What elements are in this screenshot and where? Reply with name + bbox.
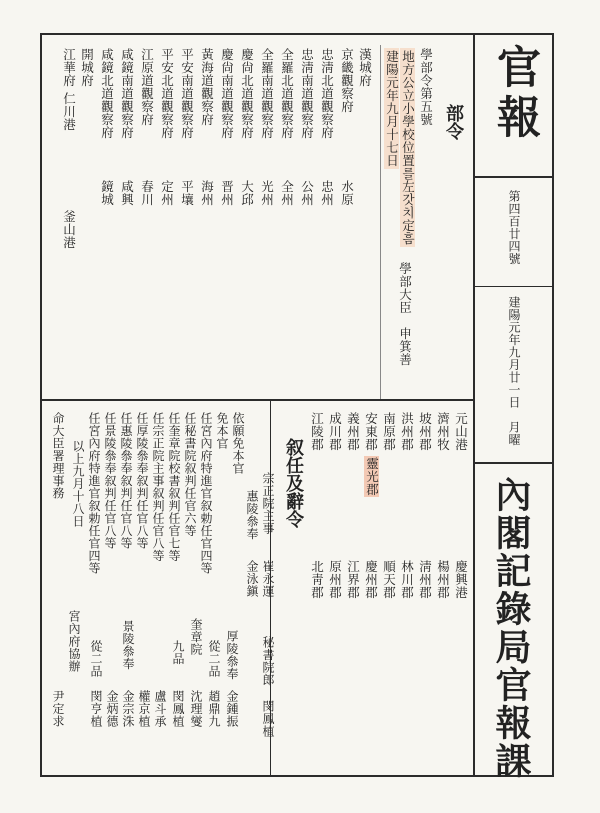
section-heading-appointments: 叙任及辭令: [283, 438, 304, 528]
office-name: 黃海道觀察府: [199, 48, 215, 126]
order-number: 學部令第五號: [418, 48, 434, 126]
office-name: 平安北道觀察府: [159, 48, 175, 139]
county-name: 原州郡: [327, 560, 343, 599]
appointee-name: 盧斗承: [153, 690, 167, 728]
office-name: 忠淸北道觀察府: [319, 48, 335, 139]
gazette-title: 官報: [489, 44, 540, 144]
issue-date: 建陽元年九月廿一日 月曜: [507, 296, 521, 446]
decree-text: 命大臣署理事務: [51, 412, 65, 500]
office-name: 平安南道觀察府: [179, 48, 195, 139]
county-name: 元山港: [453, 412, 469, 451]
appointment-date: 以上九月十八日: [71, 440, 85, 528]
location-name: 鏡城: [99, 180, 115, 206]
order-subject: 地方公立小學校位置를左갓치定흠: [400, 50, 416, 245]
location-name: 公州: [299, 180, 315, 206]
county-name: 淸州郡: [417, 560, 433, 599]
bottom-label: 景陵叅奉: [121, 620, 135, 670]
order-date: 建陽元年九月十七日: [384, 50, 400, 167]
location-name: 春川: [139, 180, 155, 206]
issue-number: 第四百廿四號: [507, 190, 521, 265]
appointee-title: 從二品: [207, 640, 221, 678]
final-name: 尹定求: [51, 690, 65, 728]
county-highlighted: 靈光郡: [364, 457, 380, 496]
location-name: 晋州: [219, 180, 235, 206]
office-name: 慶尙北道觀察府: [239, 48, 255, 139]
location-name: 定州: [159, 180, 175, 206]
appointee-title: 厚陵叅奉: [225, 630, 239, 680]
appointee-name: 金泳鎭: [245, 560, 259, 598]
appointee-title: 奎章院: [189, 618, 203, 656]
publisher: 內閣記錄局官報課: [490, 476, 532, 780]
location-name: 全州: [279, 180, 295, 206]
county-name: 義州郡: [345, 412, 361, 451]
appointment-entry: 任宮內府特進官叙勅任官四等: [199, 412, 213, 575]
appointee-name: 閔亨植: [89, 690, 103, 728]
office-name: 慶尙南道觀察府: [219, 48, 235, 139]
appointee-name: 崔永運: [261, 560, 275, 598]
appointee-name: 權京植: [137, 690, 151, 728]
appointee-name: 閔鳳植: [261, 700, 275, 738]
county-name: 北靑郡: [309, 560, 325, 599]
county-name: 順天郡: [381, 560, 397, 599]
county-name: 洪州郡: [399, 412, 415, 451]
appointment-entry: 任厚陵叅奉叙判任官八等: [135, 412, 149, 550]
upper-divider: [380, 45, 381, 399]
office-name: 全羅南道觀察府: [259, 48, 275, 139]
appointee-name: 趙鼎九: [207, 690, 221, 728]
county-name: 安東郡: [363, 412, 379, 451]
order-signature: 學部大臣 申箕善: [397, 262, 413, 366]
appointment-entry: 任宗正院主事叙判任官八等: [151, 412, 165, 562]
ministry-name: 宮內府協辦: [67, 610, 81, 673]
county-name: 林川郡: [399, 560, 415, 599]
appointment-entry: 任奎章院校書叙判任官七等: [167, 412, 181, 562]
county-name: 坡州郡: [417, 412, 433, 451]
office-name: 江華府: [61, 48, 77, 87]
masthead-rule-2: [473, 286, 554, 287]
location-name: 咸興: [119, 180, 135, 206]
appointee-name: 金宗洙: [121, 690, 135, 728]
masthead-rule-3: [473, 462, 554, 464]
appointee-title: 秘書院郎: [261, 636, 275, 686]
county-name: 南原郡: [381, 412, 397, 451]
appointment-entry: 任秘書院叙判任官六等: [183, 412, 197, 537]
masthead-divider: [473, 33, 475, 777]
location-name: 海州: [199, 180, 215, 206]
office-name: 忠淸南道觀察府: [299, 48, 315, 139]
location-name: 平壤: [179, 180, 195, 206]
body-divider: [40, 399, 473, 401]
county-name: 成川郡: [327, 412, 343, 451]
county-name: 江界郡: [345, 560, 361, 599]
appointee-name: 金鍾振: [225, 690, 239, 728]
appointment-entry: 任惠陵叅奉叙判任官八等: [119, 412, 133, 550]
office-name: 咸鏡北道觀察府: [99, 48, 115, 139]
appointee-name: 金炳德: [105, 690, 119, 728]
section-heading-order: 部令: [443, 104, 464, 140]
location-name: 忠州: [319, 180, 335, 206]
county-name: 楊州郡: [435, 560, 451, 599]
appointment-entry: 任宮內府特進官叙勅任官四等: [87, 412, 101, 575]
office-name: 全羅北道觀察府: [279, 48, 295, 139]
location-name: 光州: [259, 180, 275, 206]
appointee-title: 宗正院主事: [261, 472, 275, 535]
location-name: 水原: [339, 180, 355, 206]
bottom-label: 從二品: [89, 640, 103, 678]
county-name: 慶興港: [453, 560, 469, 599]
appointee-name: 閔鳳植: [171, 690, 185, 728]
appointee-title: 九品: [171, 640, 185, 665]
location-name: 釜山港: [61, 210, 77, 249]
office-name: 江原道觀察府: [139, 48, 155, 126]
office-name: 仁川港: [61, 92, 77, 131]
appointment-entry: 依願免本官: [231, 412, 245, 475]
location-name: 大邱: [239, 180, 255, 206]
office-name: 漢城府: [357, 48, 373, 87]
appointee-title: 惠陵叅奉: [245, 490, 259, 540]
outer-frame: [40, 33, 554, 777]
county-name: 江陵郡: [309, 412, 325, 451]
appointee-name: 沈理燮: [189, 690, 203, 728]
office-name: 京畿觀察府: [339, 48, 355, 113]
appointment-entry: 免本官: [215, 412, 229, 450]
county-name: 濟州牧: [435, 412, 451, 451]
masthead-rule-1: [473, 176, 554, 178]
county-name: 慶州郡: [363, 560, 379, 599]
office-name: 開城府: [79, 48, 95, 87]
appointment-entry: 任景陵叅奉叙判任官八等: [103, 412, 117, 550]
office-name: 咸鏡南道觀察府: [119, 48, 135, 139]
